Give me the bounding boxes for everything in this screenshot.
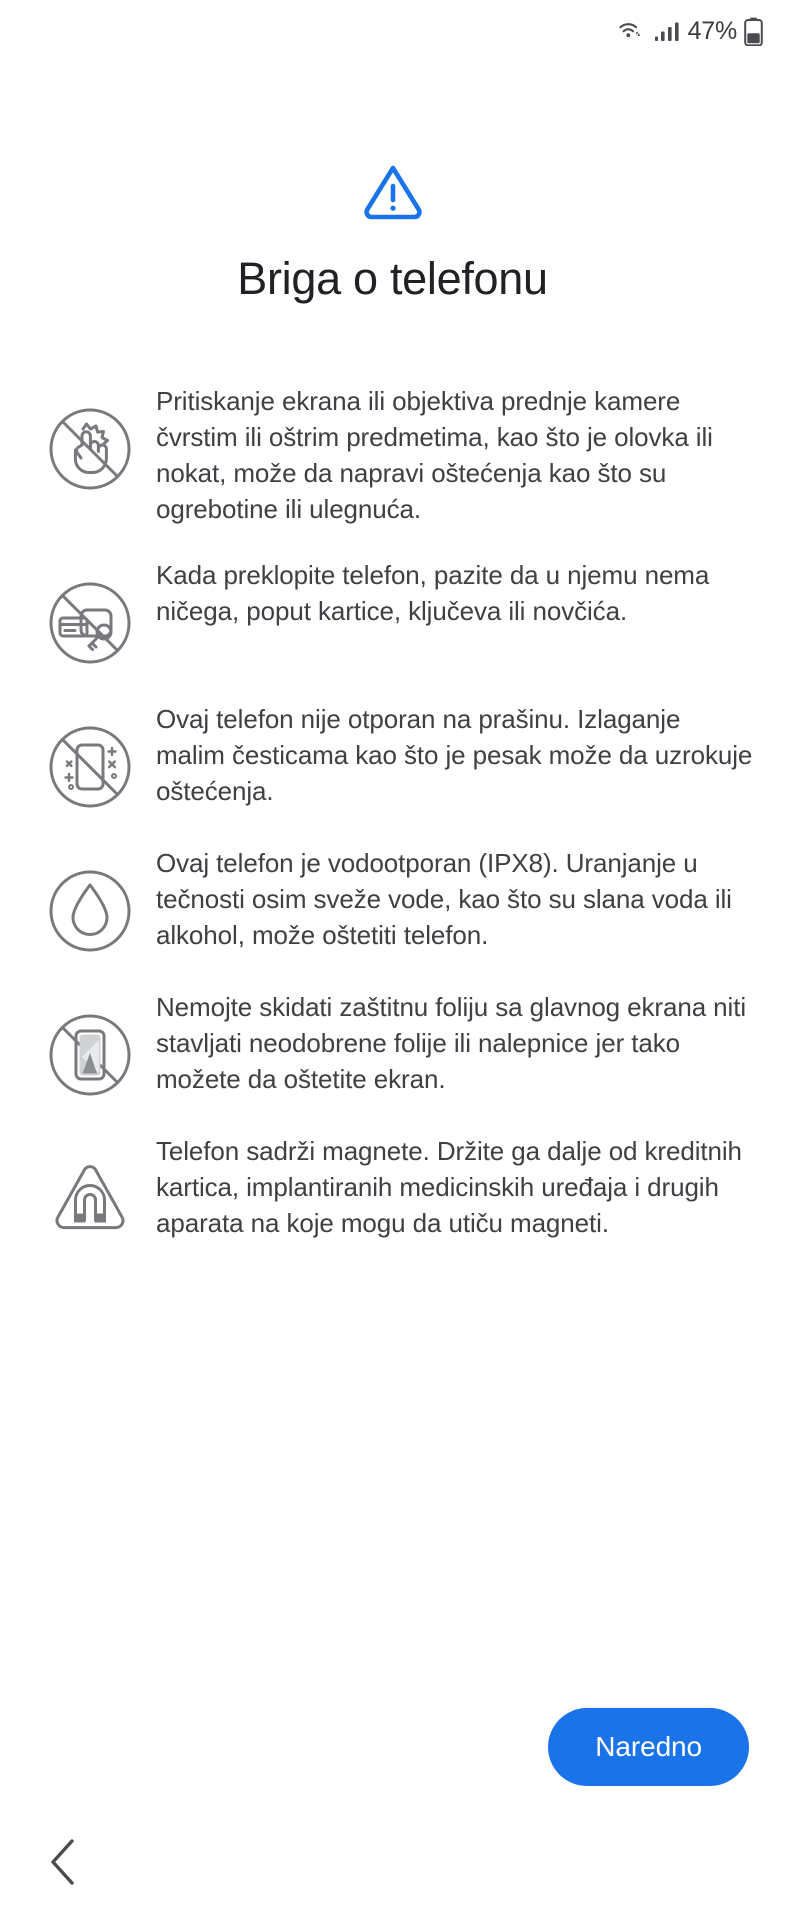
care-item-text: Kada preklopite telefon, pazite da u njemu nema ničega, poput kartice, ključeva ili novčića. [156, 560, 710, 626]
chevron-left-back-icon[interactable] [46, 1836, 80, 1888]
care-item-text: Ovaj telefon nije otporan na prašinu. Izlaganje malim česticama kao što je pesak može da uzrokuje oštećenja. [156, 704, 753, 806]
care-item [24, 379, 753, 527]
warning-triangle-icon [362, 158, 424, 220]
care-item-text: Nemojte skidati zaštitnu foliju sa glavnog ekrana niti stavljati neodobrene folije ili nalepnice jer tako možete da oštetite ekran. [156, 992, 747, 1094]
battery-icon [744, 17, 763, 46]
care-item [24, 985, 753, 1103]
care-item [24, 841, 753, 959]
battery-percentage-label: 47% [687, 16, 737, 45]
phone-care-list [0, 379, 785, 1273]
care-item [24, 553, 753, 671]
care-item-text: Ovaj telefon je vodootporan (IPX8). Uranjanje u tečnosti osim sveže vode, kao što su slana voda ili alkohol, može oštetiti telefon. [156, 848, 732, 950]
footer-actions [0, 1708, 785, 1804]
no-dust-icon [24, 697, 156, 815]
navigation-bar [0, 1804, 785, 1920]
page-header [0, 158, 785, 305]
no-remove-screen-film-icon [24, 985, 156, 1103]
care-item [24, 697, 753, 815]
water-drop-icon [24, 841, 156, 959]
page-title: Briga o telefonu [237, 253, 548, 304]
care-item-text: Telefon sadrži magnete. Držite ga dalje od kreditnih kartica, implantiranih medicinskih uređaja i drugih aparata na koje mogu da utiču magneti. [156, 1136, 742, 1238]
care-item-text: Pritiskanje ekrana ili objektiva prednje kamere čvrstim ili oštrim predmetima, kao što je olovka ili nokat, može da napravi oštećenja kao što su ogrebotine ili ulegnuća. [156, 386, 713, 524]
magnet-icon [24, 1129, 156, 1247]
cellular-signal-icon [655, 19, 681, 43]
no-objects-in-fold-icon [24, 553, 156, 671]
care-item [24, 1129, 753, 1247]
no-hard-press-icon [24, 379, 156, 497]
wifi-icon [618, 18, 648, 44]
status-bar [0, 0, 785, 62]
next-button[interactable]: Naredno [548, 1708, 749, 1786]
